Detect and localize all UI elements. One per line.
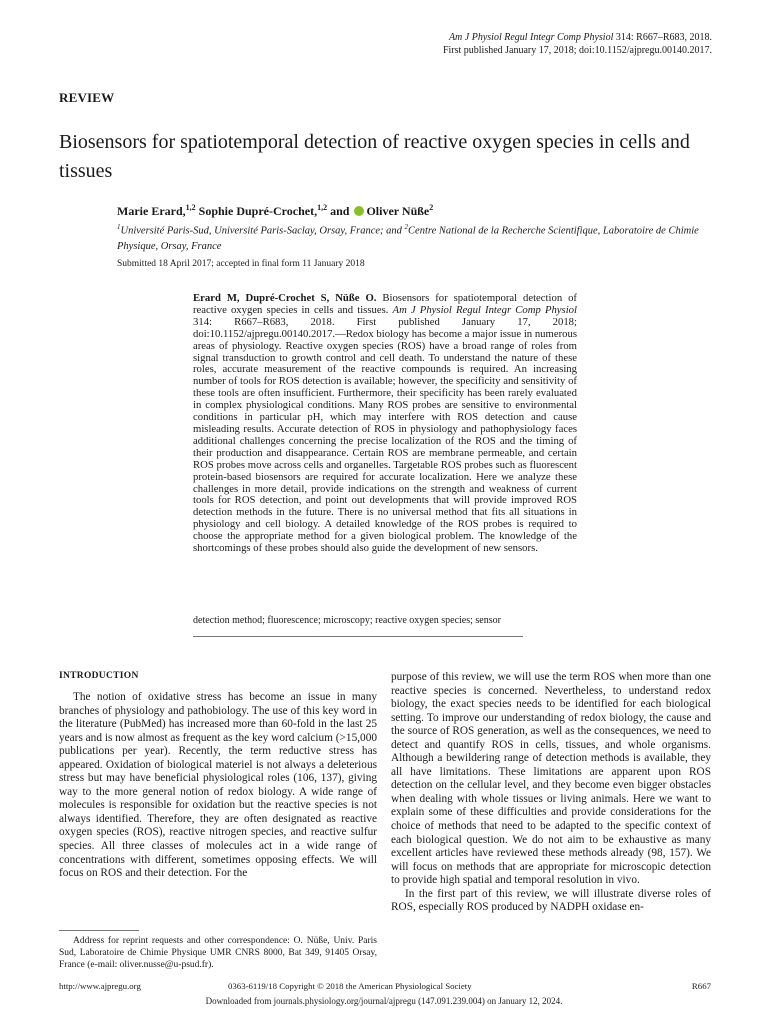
abstract-citation-rest: 314: R667–R683, 2018. First published January 17, 2018; doi:10.1152/ajpregu.00140.2017.— [193, 315, 577, 340]
abstract [193, 293, 577, 555]
abstract-citation-journal: Am J Physiol Regul Integr Comp Physiol [392, 303, 577, 316]
intro-paragraph-1: The notion of oxidative stress has become an issue in many branches of physiology and pathobiology. The use of this key word in the literature (PubMed) has increased more than 60-fold in the last 25 years and is now almost as frequent as the key word calcium (>15,000 publications per year). Recently, the term reductive stress has appeared. Oxidation of biological materiel is not always a deleterious stress but may have beneficial physiological roles (106, 137), giving way to the more general notion of redox biology. A wide range of molecules is responsible for oxidation but the reactive species is not always identified. Therefore, they are often designated as reactive oxygen species (ROS), reactive nitrogen species, and reactive sulfur species. All three classes of molecules act in a wide range of concentrations with different, sometimes opposing effects. We will focus on ROS and their detection. For the [59, 691, 377, 880]
keywords: detection method; fluorescence; microscopy; reactive oxygen species; sensor [193, 615, 501, 626]
author-3-affil: 2 [429, 203, 434, 212]
affil-2: Centre National de la Recherche Scientifique, Laboratoire de Chimie Physique, Orsay, France [117, 225, 699, 252]
journal-name: Am J Physiol Regul Integr Comp Physiol [448, 32, 614, 43]
submission-dates: Submitted 18 April 2017; accepted in final form 11 January 2018 [117, 259, 365, 269]
page-number: R667 [691, 981, 711, 991]
publication-info: First published January 17, 2018; doi:10.1152/ajpregu.00140.2017. [442, 45, 712, 56]
journal-url-link[interactable]: http://www.ajpregu.org [59, 981, 141, 991]
affil-1-marker: 1 [117, 223, 121, 231]
article-title: Biosensors for spatiotemporal detection of reactive oxygen species in cells and tissues [59, 131, 690, 182]
intro-paragraph-2: In the first part of this review, we will illustrate diverse roles of ROS, especially ROS produced by NADPH oxidase en- [391, 887, 711, 914]
orcid-icon[interactable] [354, 206, 364, 216]
keywords-divider [193, 636, 523, 637]
affil-2-marker: 2 [404, 223, 409, 231]
journal-volume: 314: R667–R683, 2018. [615, 32, 712, 43]
journal-header [443, 31, 712, 57]
body-column-right [391, 671, 711, 915]
author-2: Sophie Dupré-Crochet, [195, 204, 318, 218]
copyright-line: 0363-6119/18 Copyright © 2018 the American Physiological Society [228, 981, 472, 991]
introduction-heading: INTRODUCTION [59, 671, 139, 681]
author-3: Oliver Nüße [366, 204, 430, 218]
abstract-citation-title: Biosensors for spatiotemporal detection of reactive oxygen species in cells and tissues. [193, 292, 577, 316]
body-column-left [59, 691, 377, 881]
author-conjunction: and [327, 204, 353, 218]
section-label: REVIEW [59, 90, 115, 105]
author-1: Marie Erard, [117, 204, 186, 218]
correspondence-footnote [59, 935, 377, 971]
author-2-affil: 1,2 [317, 203, 328, 212]
affil-1: Université Paris-Sud, Université Paris-Saclay, Orsay, France; and [120, 225, 405, 237]
affiliations [117, 220, 717, 254]
footnote-divider [59, 930, 139, 931]
footnote-text: Address for reprint requests and other correspondence: O. Nüße, Univ. Paris Sud, Laboratoire de Chimie Physique UMR CNRS 8000, Bat 349, 91405 Orsay, France (e-mail: oliver.nusse@u-psud.fr). [59, 936, 377, 970]
intro-paragraph-1-cont: purpose of this review, we will use the term ROS when more than one reactive species is concerned. Nevertheless, to understand redox biology, the exact species needs to be identified for each biological setting. To improve our understanding of redox biology, the cause and the source of ROS generation, as well as the consequences, we need to detect and quantify ROS in cells, tissues, and whole organisms. Although a bewildering range of detection methods is available, they all have limitations. These limitations are apparent upon ROS detection on the cellular level, and they become even bigger obstacles when dealing with whole tissues or living animals. Here we want to explain some of these difficulties and provide considerations for the choice of methods that need to be adapted to the specific context of each biological question. We do not aim to be exhaustive as many excellent articles have reviewed these methods already (98, 157). We will focus on methods that are appropriate for microscopic detection to provide high spatial and temporal resolution in vivo. [391, 671, 711, 887]
abstract-citation-authors: Erard M, Dupré-Crochet S, Nüße O. [193, 292, 377, 304]
author-list [117, 203, 433, 219]
download-notice: Downloaded from journals.physiology.org/journal/ajpregu (147.091.239.004) on January 12, 2024. [205, 996, 563, 1006]
abstract-body: Redox biology has become a major issue in numerous areas of physiology. Reactive oxygen species (ROS) have a broad range of roles from signal transduction to growth control and cell death. To understand the nature of these roles, accurate measurement of the reactive compounds is required. An increasing number of tools for ROS detection is available; however, the specificity and sensitivity of these tools are often insufficient. Furthermore, their specificity has been rarely evaluated in complex physiological conditions. Many ROS probes are sensitive to environmental conditions in particular pH, which may interfere with ROS detection and cause misleading results. Accurate detection of ROS in physiology and pathophysiology faces additional challenges concerning the precise localization of the ROS and the timing of their production and disappearance. Certain ROS are membrane permeable, and certain ROS probes move across cells and organelles. Targetable ROS probes such as fluorescent protein-based biosensors are required for accurate localization. Here we analyze these challenges in more detail, provide indications on the strength and weakness of current tools for ROS detection, and point out developments that will provide improved ROS detection methods in the future. There is no universal method that fits all situations in physiology and cell biology. A detailed knowledge of the ROS probes is required to choose the appropriate method for a given biological problem. The knowledge of the shortcomings of these probes should also guide the development of new sensors. [193, 327, 577, 555]
author-1-affil: 1,2 [185, 203, 196, 212]
